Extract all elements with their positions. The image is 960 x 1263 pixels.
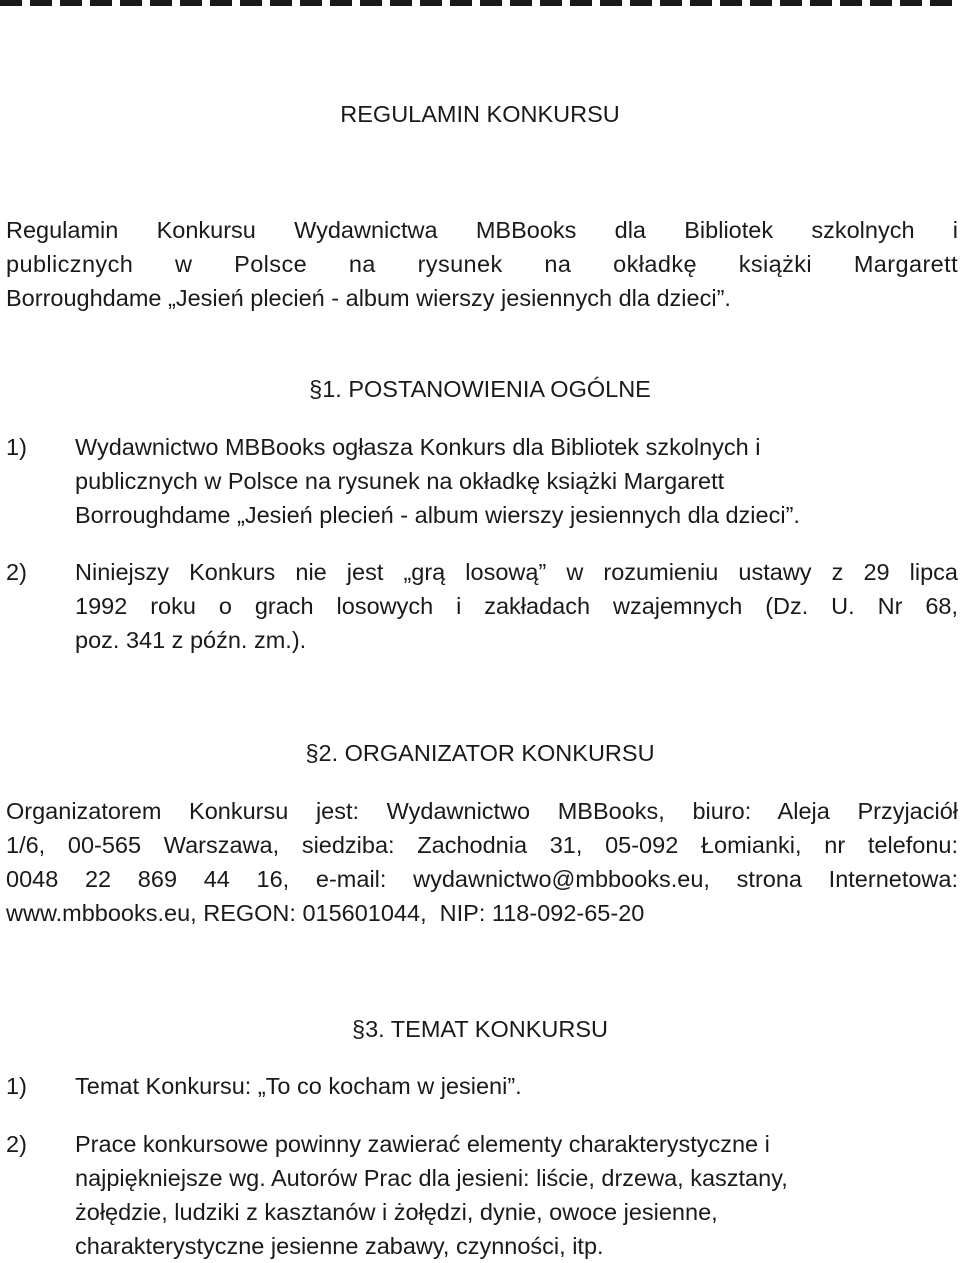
section-2-heading: §2. ORGANIZATOR KONKURSU <box>305 740 655 766</box>
item-number: 2) <box>6 559 27 585</box>
item-text <box>75 1127 958 1263</box>
item-line: Borroughdame „Jesień plecień - album wierszy jesiennych dla dzieci”. <box>75 502 800 528</box>
section-3-heading: §3. TEMAT KONKURSU <box>352 1016 608 1042</box>
item-line: Wydawnictwo MBBooks ogłasza Konkurs dla Bibliotek szkolnych i <box>75 434 761 460</box>
section-3-item-2 <box>6 1127 958 1263</box>
paragraph-line: Organizatorem Konkursu jest: Wydawnictwo MBBooks, biuro: Aleja Przyjaciół <box>6 798 958 824</box>
item-number: 1) <box>6 434 27 460</box>
item-line: charakterystyczne jesienne zabawy, czynności, itp. <box>75 1233 604 1259</box>
intro-paragraph <box>6 213 958 315</box>
section-2-paragraph <box>6 794 958 930</box>
item-text <box>75 430 958 532</box>
intro-line: publicznych w Polsce na rysunek na okładkę książki Margarett <box>6 251 958 277</box>
item-line: publicznych w Polsce na rysunek na okładkę książki Margarett <box>75 468 725 494</box>
section-3-item-1 <box>6 1069 958 1103</box>
top-dashed-rule <box>0 0 960 6</box>
section-1-heading: §1. POSTANOWIENIA OGÓLNE <box>309 376 651 402</box>
item-text <box>75 1069 958 1103</box>
section-1-item-2 <box>6 555 958 657</box>
paragraph-line: 0048 22 869 44 16, e-mail: wydawnictwo@mbbooks.eu, strona Internetowa: <box>6 866 958 892</box>
paragraph-line: 1/6, 00-565 Warszawa, siedziba: Zachodnia 31, 05-092 Łomianki, nr telefonu: <box>6 832 958 858</box>
item-line: żołędzie, ludziki z kasztanów i żołędzi, dynie, owoce jesienne, <box>75 1199 718 1225</box>
item-number: 1) <box>6 1073 27 1099</box>
item-line: Niniejszy Konkurs nie jest „grą losową” w rozumieniu ustawy z 29 lipca <box>75 559 958 585</box>
item-line: poz. 341 z późn. zm.). <box>75 627 307 653</box>
item-line: najpiękniejsze wg. Autorów Prac dla jesieni: liście, drzewa, kasztany, <box>75 1165 788 1191</box>
intro-line: Regulamin Konkursu Wydawnictwa MBBooks dla Bibliotek szkolnych i <box>6 217 958 243</box>
paragraph-line: www.mbbooks.eu, REGON: 015601044, NIP: 118-092-65-20 <box>6 900 645 926</box>
item-text <box>75 555 958 657</box>
section-1-item-1 <box>6 430 958 532</box>
intro-line: Borroughdame „Jesień plecień - album wierszy jesiennych dla dzieci”. <box>6 285 731 311</box>
item-line: 1992 roku o grach losowych i zakładach wzajemnych (Dz. U. Nr 68, <box>75 593 958 619</box>
item-line: Prace konkursowe powinny zawierać elementy charakterystyczne i <box>75 1131 770 1157</box>
item-line: Temat Konkursu: „To co kocham w jesieni”. <box>75 1073 522 1099</box>
document-title: REGULAMIN KONKURSU <box>340 101 620 127</box>
item-number: 2) <box>6 1131 27 1157</box>
